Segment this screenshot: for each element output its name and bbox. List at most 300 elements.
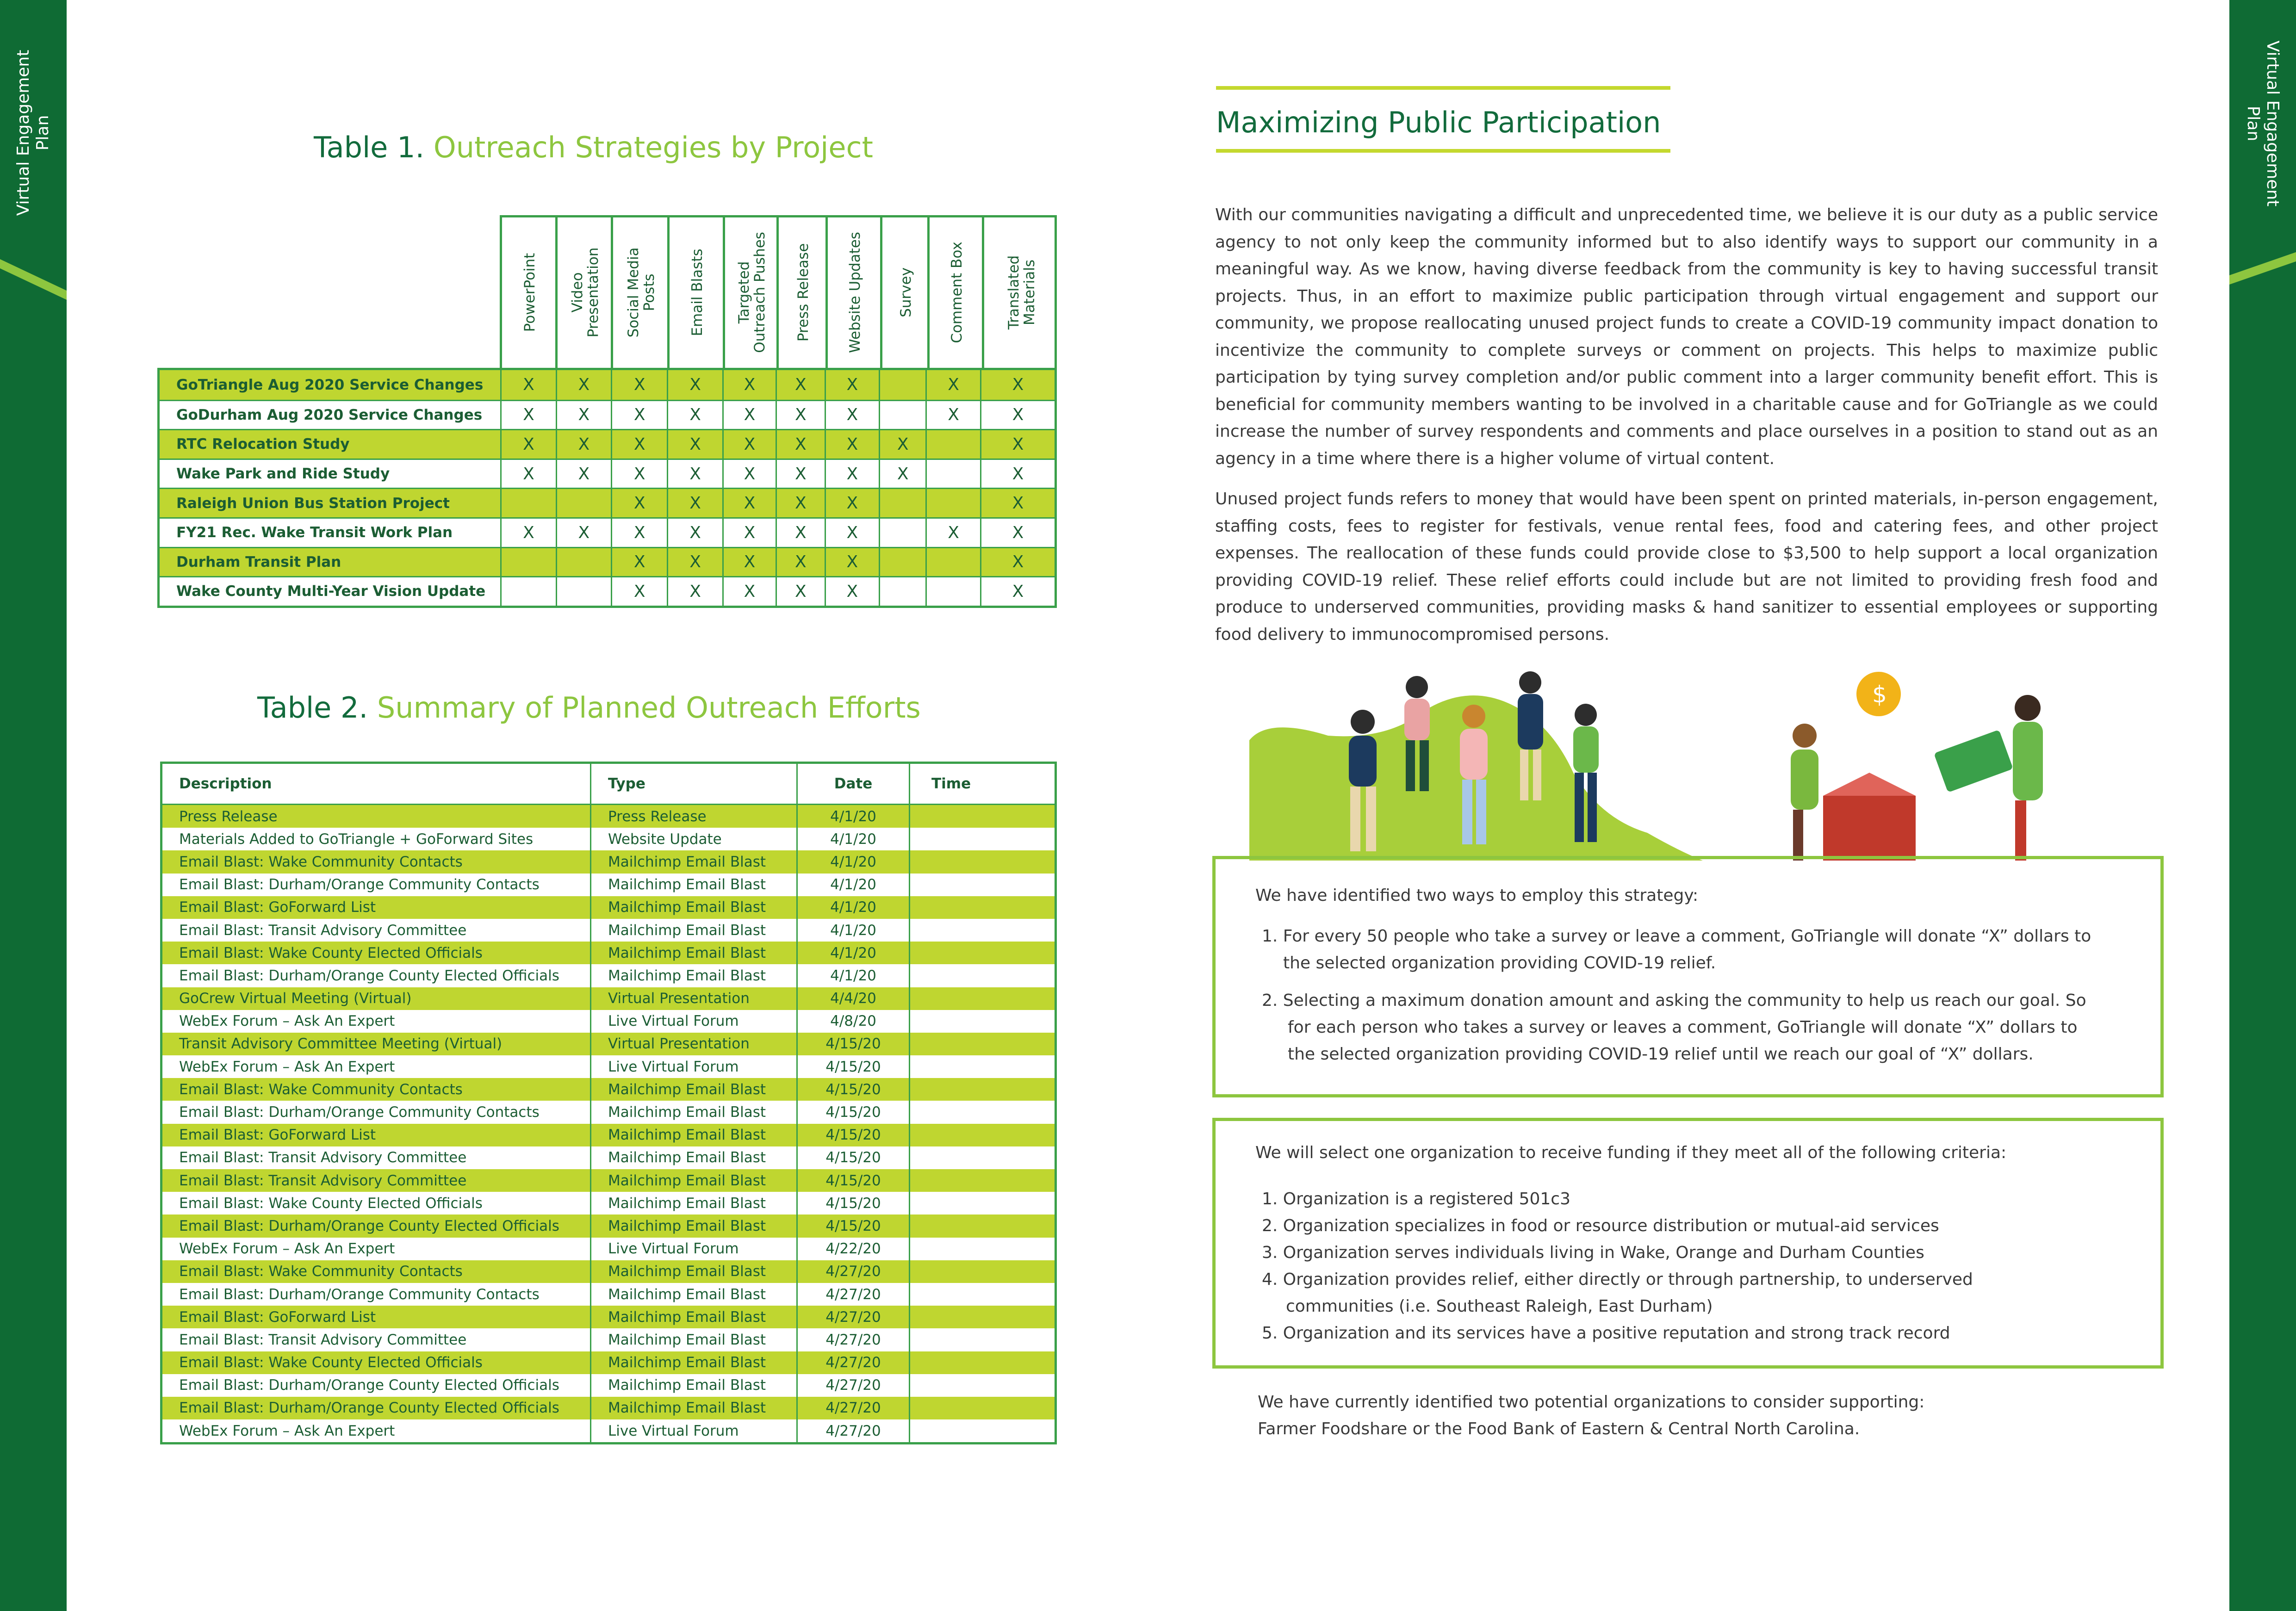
cell-date: 4/15/20 <box>796 1146 909 1169</box>
cell-description: Email Blast: Transit Advisory Committee <box>179 1331 467 1348</box>
strategy-mark: X <box>980 401 1055 429</box>
strategy-mark: X <box>980 548 1055 576</box>
strategy-mark: X <box>825 460 879 488</box>
criteria-box <box>1212 1118 2164 1369</box>
cell-time <box>909 1033 1055 1055</box>
cell-type: Virtual Presentation <box>590 987 796 1010</box>
table-row <box>162 1010 1055 1033</box>
cell-date: 4/27/20 <box>796 1374 909 1397</box>
strategy-mark: X <box>611 460 667 488</box>
heading-rule-bottom <box>1216 149 1670 153</box>
strategy-mark: X <box>925 401 980 429</box>
strategy-mark: X <box>776 430 824 459</box>
right-sidebar <box>2229 0 2296 1611</box>
strategy-mark: X <box>556 401 611 429</box>
strategy-mark: X <box>825 489 879 517</box>
table-row <box>162 1374 1055 1397</box>
t1-column-header <box>723 215 776 368</box>
cell-date: 4/8/20 <box>796 1010 909 1033</box>
strategy-mark: X <box>776 370 824 400</box>
cell-type: Mailchimp Email Blast <box>590 1192 796 1214</box>
cell-type: Mailchimp Email Blast <box>590 964 796 987</box>
strategy-mark <box>925 548 980 576</box>
strategy-mark: X <box>611 489 667 517</box>
table-row <box>162 964 1055 987</box>
strategy-mark <box>925 489 980 517</box>
t1-column-header <box>927 215 982 368</box>
strategy-mark <box>500 489 555 517</box>
t1-column-header <box>982 215 1057 368</box>
t1-column-header-label <box>930 224 984 363</box>
cell-description: Email Blast: Durham/Orange County Elected Officials <box>179 1217 559 1234</box>
cell-time <box>909 850 1055 873</box>
table-row <box>162 919 1055 942</box>
table-row <box>162 1419 1055 1442</box>
strategy-mark: X <box>500 370 555 400</box>
strategy-mark: X <box>667 548 722 576</box>
funds-paragraph: Unused project funds refers to money that would have been spent on printed materials, in-person engagement, staffing costs, fees to register for festivals, venue rental fees, food and catering fees, and other project expenses. The reallocation of these funds could provide close to $3,500 to help support a local organization providing COVID-19 relief. These relief efforts could include but are not limited to providing fresh food and produce to underserved communities, providing masks & hand sanitizer to essential employees or supporting food delivery to immunocompromised persons. <box>1215 489 2158 644</box>
table-row <box>162 987 1055 1010</box>
criteria-item-4-cont: communities (i.e. Southeast Raleigh, East Durham) <box>1286 1297 1713 1316</box>
cell-type: Mailchimp Email Blast <box>590 874 796 896</box>
table-row <box>160 370 1055 400</box>
cell-time <box>909 919 1055 942</box>
t1-column-header-text: Video Presentation <box>569 247 602 338</box>
cell-date: 4/27/20 <box>796 1397 909 1419</box>
cell-time <box>909 1101 1055 1123</box>
table2-rows <box>162 805 1055 1442</box>
t1-column-header-text: Email Blasts <box>689 248 706 336</box>
t1-column-header-text: Press Release <box>795 243 812 342</box>
table-row <box>162 1328 1055 1351</box>
cell-type: Website Update <box>590 828 796 850</box>
t1-column-header <box>880 215 927 368</box>
strategy-mark: X <box>925 519 980 547</box>
cell-date: 4/15/20 <box>796 1192 909 1214</box>
strategy-mark: X <box>500 430 555 459</box>
strategy-mark <box>556 577 611 606</box>
cell-time <box>909 1328 1055 1351</box>
header-date: Date <box>796 764 909 804</box>
strategy-mark: X <box>980 430 1055 459</box>
strategy-mark: X <box>825 430 879 459</box>
strategy-mark: X <box>776 489 824 517</box>
strategy-mark <box>500 577 555 606</box>
table-row <box>162 1124 1055 1146</box>
table-row <box>162 828 1055 850</box>
cell-time <box>909 1055 1055 1078</box>
strategy-mark: X <box>556 460 611 488</box>
closing-line-2: Farmer Foodshare or the Food Bank of Eastern & Central North Carolina. <box>1258 1419 1860 1438</box>
cell-date: 4/1/20 <box>796 919 909 942</box>
strategy-mark: X <box>879 430 925 459</box>
svg-text:$: $ <box>1872 681 1887 708</box>
left-sidebar <box>0 0 67 1611</box>
cell-type: Mailchimp Email Blast <box>590 919 796 942</box>
cell-date: 4/1/20 <box>796 874 909 896</box>
strategy-mark: X <box>980 489 1055 517</box>
header-time: Time <box>909 764 1055 804</box>
cell-date: 4/27/20 <box>796 1260 909 1283</box>
t1-column-header <box>825 215 880 368</box>
strategy-mark: X <box>722 577 776 606</box>
cell-date: 4/15/20 <box>796 1055 909 1078</box>
criteria-item-2: 2. Organization specializes in food or resource distribution or mutual-aid services <box>1262 1216 1939 1235</box>
cell-description: WebEx Forum – Ask An Expert <box>179 1013 395 1030</box>
strategy-mark <box>925 460 980 488</box>
project-name: Durham Transit Plan <box>176 553 341 570</box>
strategy-mark <box>879 548 925 576</box>
table-row <box>160 459 1055 488</box>
t1-column-header <box>776 215 825 368</box>
table-row <box>162 850 1055 873</box>
table2-title-prefix: Table 2. <box>257 691 368 725</box>
cell-type: Press Release <box>590 805 796 828</box>
table-row <box>162 1351 1055 1374</box>
table-row <box>160 400 1055 429</box>
cell-date: 4/15/20 <box>796 1033 909 1055</box>
strategy-mark: X <box>667 577 722 606</box>
cell-description: Email Blast: Durham/Orange Community Contacts <box>179 1286 540 1303</box>
cell-description: WebEx Forum – Ask An Expert <box>179 1422 395 1439</box>
cell-date: 4/1/20 <box>796 942 909 964</box>
strategy-mark: X <box>667 370 722 400</box>
strategy-mark: X <box>556 370 611 400</box>
t1-column-header-text: PowerPoint <box>521 253 538 332</box>
table-row <box>162 1055 1055 1078</box>
criteria-item-3: 3. Organization serves individuals living in Wake, Orange and Durham Counties <box>1262 1243 1924 1262</box>
cell-date: 4/15/20 <box>796 1169 909 1192</box>
strategy-mark: X <box>667 519 722 547</box>
strategy-mark: X <box>722 370 776 400</box>
strategy-mark: X <box>667 489 722 517</box>
cell-date: 4/22/20 <box>796 1238 909 1260</box>
header-description: Description <box>179 775 272 792</box>
cell-type: Live Virtual Forum <box>590 1419 796 1442</box>
strategy-mark: X <box>500 460 555 488</box>
table-row <box>162 874 1055 896</box>
strategy-mark: X <box>776 460 824 488</box>
t1-column-header-text: Website Updates <box>847 232 863 353</box>
cell-description: Email Blast: GoForward List <box>179 1127 376 1144</box>
cell-type: Mailchimp Email Blast <box>590 1283 796 1306</box>
cell-description: WebEx Forum – Ask An Expert <box>179 1058 395 1075</box>
cell-type: Mailchimp Email Blast <box>590 1101 796 1123</box>
cell-time <box>909 1306 1055 1328</box>
cell-type: Mailchimp Email Blast <box>590 942 796 964</box>
strategy-item-2-line-2: for each person who takes a survey or leaves a comment, GoTriangle will donate “X” dollars to <box>1288 1018 2078 1037</box>
cell-time <box>909 1214 1055 1237</box>
header-type: Type <box>590 764 796 804</box>
cell-date: 4/27/20 <box>796 1419 909 1442</box>
cell-time <box>909 1238 1055 1260</box>
cell-time <box>909 1124 1055 1146</box>
table-row <box>162 805 1055 828</box>
cell-date: 4/15/20 <box>796 1124 909 1146</box>
strategy-mark: X <box>556 430 611 459</box>
t1-column-header-label <box>882 224 930 363</box>
sidebar-label: Virtual Engagement Plan <box>14 50 52 216</box>
cell-date: 4/15/20 <box>796 1101 909 1123</box>
cell-time <box>909 1146 1055 1169</box>
strategy-mark: X <box>611 519 667 547</box>
cell-description: WebEx Forum – Ask An Expert <box>179 1240 395 1258</box>
cell-time <box>909 1419 1055 1442</box>
intro-paragraph: With our communities navigating a difficult and unprecedented time, we believe it is our duty as a public service agency to not only keep the community informed but to also identify ways to support our community in a meaningful way. As we know, having diverse feedback from the community is key to having successful transit projects. Thus, in an effort to maximize public participation through virtual engagement and support our community, we propose reallocating unused project funds to create a COVID-19 community impact donation to incentivize the community to complete surveys or comment on projects. This helps to maximize public participation by tying survey completion and/or public comment into a larger community benefit effort. This is beneficial for community members wanting to be involved in a charitable cause and for GoTriangle as we could increase the number of survey respondents and comments and place ourselves in a position to stand out as an agency in a time where there is a higher volume of virtual content. <box>1215 205 2158 468</box>
strategy-mark <box>879 519 925 547</box>
cell-date: 4/15/20 <box>796 1078 909 1101</box>
cell-description: Email Blast: GoForward List <box>179 1308 376 1326</box>
strategy-mark: X <box>879 460 925 488</box>
cell-time <box>909 1283 1055 1306</box>
cell-date: 4/1/20 <box>796 805 909 828</box>
strategy-mark: X <box>925 370 980 400</box>
table-row <box>160 576 1055 606</box>
t1-column-header-label <box>984 224 1059 363</box>
cell-time <box>909 1351 1055 1374</box>
project-name: RTC Relocation Study <box>176 436 350 453</box>
strategy-mark: X <box>980 577 1055 606</box>
strategy-mark <box>556 548 611 576</box>
table-row <box>162 942 1055 964</box>
cell-description: Email Blast: Transit Advisory Committee <box>179 1149 467 1166</box>
strategy-mark: X <box>500 401 555 429</box>
project-name: FY21 Rec. Wake Transit Work Plan <box>176 524 453 541</box>
strategy-mark <box>879 401 925 429</box>
cell-type: Live Virtual Forum <box>590 1238 796 1260</box>
cell-date: 4/1/20 <box>796 828 909 850</box>
table1-body <box>157 368 1057 608</box>
strategy-mark: X <box>722 460 776 488</box>
table-row <box>162 1169 1055 1192</box>
table-row <box>162 1078 1055 1101</box>
t1-column-header-label <box>779 224 828 363</box>
project-name: Wake Park and Ride Study <box>176 465 390 483</box>
table-row <box>162 1260 1055 1283</box>
cell-description: Email Blast: Wake County Elected Officials <box>179 1354 483 1371</box>
table-row <box>162 896 1055 919</box>
cell-description: GoCrew Virtual Meeting (Virtual) <box>179 990 412 1007</box>
t1-column-header-text: Targeted Outreach Pushes <box>736 232 768 353</box>
cell-description: Email Blast: Transit Advisory Committee <box>179 922 467 939</box>
cell-time <box>909 828 1055 850</box>
strategy-item-1-line-1: 1. For every 50 people who take a survey or leave a comment, GoTriangle will donate “X” dollars to <box>1262 927 2091 946</box>
strategy-mark: X <box>611 370 667 400</box>
strategy-item-1-line-2: the selected organization providing COVID-19 relief. <box>1283 954 1716 973</box>
sidebar-chevron-icon <box>0 250 67 305</box>
sidebar-label: Virtual Engagement Plan <box>2244 40 2282 207</box>
cell-description: Email Blast: Wake Community Contacts <box>179 1263 463 1280</box>
strategy-mark <box>925 577 980 606</box>
cell-description: Email Blast: Durham/Orange County Elected Officials <box>179 1377 559 1394</box>
cell-description: Email Blast: Wake County Elected Officials <box>179 944 483 961</box>
cell-time <box>909 1374 1055 1397</box>
t1-column-header-text: Survey <box>898 267 914 317</box>
cell-type: Mailchimp Email Blast <box>590 896 796 919</box>
cell-time <box>909 1078 1055 1101</box>
strategy-mark: X <box>667 430 722 459</box>
strategy-mark: X <box>825 401 879 429</box>
strategy-mark: X <box>776 548 824 576</box>
t1-column-header-text: Social Media Posts <box>625 247 658 338</box>
cell-date: 4/1/20 <box>796 896 909 919</box>
cell-type: Mailchimp Email Blast <box>590 1328 796 1351</box>
cell-type: Mailchimp Email Blast <box>590 1124 796 1146</box>
cell-type: Mailchimp Email Blast <box>590 1260 796 1283</box>
cell-date: 4/4/20 <box>796 987 909 1010</box>
table-row <box>160 429 1055 459</box>
cell-type: Mailchimp Email Blast <box>590 1169 796 1192</box>
cell-type: Mailchimp Email Blast <box>590 1374 796 1397</box>
strategy-item-2-line-3: the selected organization providing COVID-19 relief until we reach our goal of “X” dollars. <box>1288 1045 2034 1064</box>
strategy-intro: We have identified two ways to employ this strategy: <box>1255 886 1699 905</box>
strategy-mark <box>879 370 925 400</box>
cell-time <box>909 1169 1055 1192</box>
table-row <box>160 547 1055 576</box>
strategy-mark <box>556 489 611 517</box>
t1-column-header-label <box>670 224 725 363</box>
table-row <box>160 517 1055 547</box>
table-row <box>162 1192 1055 1214</box>
t1-column-header-text: Comment Box <box>949 242 965 343</box>
t1-column-header-label <box>502 224 558 363</box>
cell-date: 4/27/20 <box>796 1283 909 1306</box>
table-row <box>162 1146 1055 1169</box>
project-name: GoDurham Aug 2020 Service Changes <box>176 406 483 423</box>
cell-description: Materials Added to GoTriangle + GoForward Sites <box>179 830 534 848</box>
heading-rule-top <box>1216 86 1670 90</box>
cell-description: Email Blast: Wake Community Contacts <box>179 1081 463 1098</box>
table-row <box>162 1033 1055 1055</box>
strategy-mark: X <box>500 519 555 547</box>
cell-type: Mailchimp Email Blast <box>590 850 796 873</box>
cell-type: Mailchimp Email Blast <box>590 1214 796 1237</box>
cell-description: Transit Advisory Committee Meeting (Virtual) <box>179 1035 503 1053</box>
t1-column-header-label <box>725 224 779 363</box>
project-name: Raleigh Union Bus Station Project <box>176 495 450 512</box>
cell-type: Mailchimp Email Blast <box>590 1146 796 1169</box>
strategy-mark: X <box>722 401 776 429</box>
cell-date: 4/27/20 <box>796 1328 909 1351</box>
cell-time <box>909 987 1055 1010</box>
strategy-mark <box>925 430 980 459</box>
strategy-mark <box>879 577 925 606</box>
strategy-mark: X <box>825 370 879 400</box>
table2 <box>160 762 1057 1444</box>
criteria-intro: We will select one organization to receive funding if they meet all of the following criteria: <box>1255 1143 2007 1162</box>
cell-time <box>909 1192 1055 1214</box>
cell-type: Virtual Presentation <box>590 1033 796 1055</box>
strategy-box <box>1212 856 2164 1097</box>
cell-time <box>909 1260 1055 1283</box>
strategy-mark: X <box>611 548 667 576</box>
cell-date: 4/15/20 <box>796 1214 909 1237</box>
criteria-item-4: 4. Organization provides relief, either directly or through partnership, to underserved <box>1262 1270 1973 1289</box>
strategy-mark: X <box>776 401 824 429</box>
strategy-mark: X <box>722 430 776 459</box>
strategy-mark: X <box>776 519 824 547</box>
t1-column-header <box>667 215 723 368</box>
t1-column-header <box>500 215 555 368</box>
cell-description: Email Blast: Durham/Orange Community Contacts <box>179 876 540 893</box>
strategy-mark: X <box>825 577 879 606</box>
community-illustration <box>1249 666 2152 861</box>
table-row <box>162 1283 1055 1306</box>
cell-description: Email Blast: Transit Advisory Committee <box>179 1172 467 1189</box>
cell-description: Email Blast: Durham/Orange County Elected Officials <box>179 1400 559 1417</box>
strategy-mark: X <box>722 519 776 547</box>
strategy-mark: X <box>611 430 667 459</box>
sidebar-chevron-icon <box>2229 250 2296 305</box>
table1-title-accent: Outreach Strategies by Project <box>433 130 873 164</box>
strategy-mark: X <box>667 401 722 429</box>
cell-type: Mailchimp Email Blast <box>590 1397 796 1419</box>
table-row <box>160 488 1055 517</box>
donation-scene <box>1791 672 2043 861</box>
cell-date: 4/27/20 <box>796 1351 909 1374</box>
t1-column-header-label <box>558 224 613 363</box>
t1-column-header <box>611 215 667 368</box>
cell-type: Mailchimp Email Blast <box>590 1306 796 1328</box>
cell-date: 4/1/20 <box>796 850 909 873</box>
cell-description: Email Blast: Durham/Orange Community Contacts <box>179 1104 540 1121</box>
strategy-item-2-line-1: 2. Selecting a maximum donation amount and asking the community to help us reach our goal. So <box>1262 991 2086 1010</box>
cell-date: 4/27/20 <box>796 1306 909 1328</box>
cell-time <box>909 896 1055 919</box>
strategy-mark: X <box>980 519 1055 547</box>
criteria-item-5: 5. Organization and its services have a positive reputation and strong track record <box>1262 1324 1950 1343</box>
table-row <box>162 1397 1055 1419</box>
table1-title <box>314 130 873 164</box>
table-row <box>162 1101 1055 1123</box>
cell-description: Email Blast: Wake Community Contacts <box>179 853 463 870</box>
strategy-mark <box>879 489 925 517</box>
table-row <box>162 1306 1055 1328</box>
cell-type: Mailchimp Email Blast <box>590 1078 796 1101</box>
strategy-mark: X <box>667 460 722 488</box>
cell-type: Live Virtual Forum <box>590 1010 796 1033</box>
cell-time <box>909 1397 1055 1419</box>
table-row <box>162 1238 1055 1260</box>
cell-time <box>909 874 1055 896</box>
strategy-mark: X <box>825 519 879 547</box>
cell-time <box>909 805 1055 828</box>
table1-title-prefix: Table 1. <box>314 130 425 164</box>
closing-line-1: We have currently identified two potential organizations to consider supporting: <box>1258 1393 1925 1412</box>
cell-date: 4/1/20 <box>796 964 909 987</box>
t1-column-header-label <box>613 224 670 363</box>
strategy-mark: X <box>776 577 824 606</box>
cell-time <box>909 942 1055 964</box>
cell-type: Mailchimp Email Blast <box>590 1351 796 1374</box>
criteria-item-1: 1. Organization is a registered 501c3 <box>1262 1190 1570 1208</box>
strategy-mark: X <box>611 577 667 606</box>
t1-column-header-label <box>828 224 882 363</box>
page-heading: Maximizing Public Participation <box>1216 105 1661 139</box>
table2-title <box>257 691 921 725</box>
t1-column-header-text: Translated Materials <box>1005 255 1038 330</box>
project-name: GoTriangle Aug 2020 Service Changes <box>176 376 484 393</box>
strategy-mark: X <box>722 548 776 576</box>
table2-title-accent: Summary of Planned Outreach Efforts <box>377 691 921 725</box>
strategy-mark: X <box>980 370 1055 400</box>
strategy-mark: X <box>825 548 879 576</box>
cell-type: Live Virtual Forum <box>590 1055 796 1078</box>
project-name: Wake County Multi-Year Vision Update <box>176 583 486 600</box>
strategy-mark: X <box>556 519 611 547</box>
strategy-mark: X <box>611 401 667 429</box>
cell-description: Press Release <box>179 808 278 825</box>
